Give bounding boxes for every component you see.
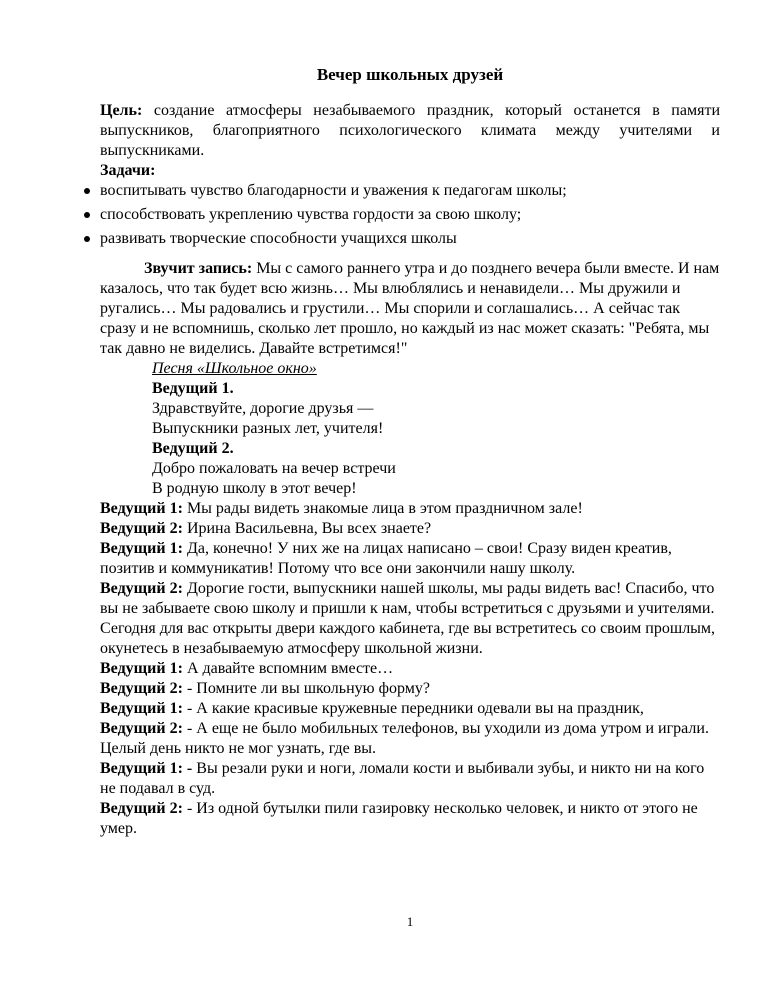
- speaker-label: Ведущий 2:: [100, 800, 183, 817]
- paragraph-text: - Помните ли вы школьную форму?: [182, 680, 430, 697]
- paragraph: [100, 659, 720, 679]
- list-item: [100, 205, 720, 225]
- speaker-label: Ведущий 1:: [100, 540, 183, 557]
- speaker-label: Ведущий 2:: [100, 580, 183, 597]
- speaker-label: Ведущий 1:: [100, 660, 183, 677]
- speaker-label: Ведущий 2:: [100, 680, 183, 697]
- paragraph: [100, 101, 720, 161]
- speaker-label: Ведущий 2:: [100, 720, 183, 737]
- paragraph: [100, 161, 720, 181]
- paragraph: [100, 699, 720, 719]
- paragraph: [100, 499, 720, 519]
- paragraph-text: создание атмосферы незабываемого праздник, который останется в памяти выпускников, благоприятного психологического климата между учителями и выпускниками.: [100, 102, 720, 159]
- paragraph: [100, 519, 720, 539]
- paragraph: [100, 719, 720, 759]
- song-caption: Песня «Школьное окно»: [152, 360, 317, 377]
- speaker-label: Задачи:: [100, 162, 156, 179]
- paragraph: [100, 259, 720, 359]
- paragraph-text: Ирина Васильевна, Вы всех знаете?: [182, 520, 432, 537]
- paragraph-text: В родную школу в этот вечер!: [152, 480, 357, 497]
- document-body: [100, 101, 720, 839]
- paragraph: [152, 359, 720, 379]
- paragraph: [152, 379, 720, 399]
- paragraph: [100, 579, 720, 659]
- paragraph-text: Дорогие гости, выпускники нашей школы, мы рады видеть вас! Спасибо, что вы не забываете свою школу и пришли к нам, чтобы встретиться с друзьями и учителями. Сегодня для вас открыты двери каждого кабинета, где вы встретитесь со своим прошлым, окунетесь в незабываемую атмосферу школьной жизни.: [100, 580, 716, 657]
- page-number: 1: [406, 914, 414, 929]
- paragraph: [100, 799, 720, 839]
- paragraph: [152, 459, 720, 479]
- bullet-icon: [84, 212, 90, 218]
- paragraph-text: Мы с самого раннего утра и до позднего вечера были вместе. И нам казалось, что так будет всю жизнь… Мы влюблялись и ненавидели… Мы дружили и ругались… Мы радовались и грустили… Мы спорили и соглашались… А сейчас так сразу и не вспомнишь, сколько лет прошло, но каждый из нас может сказать: "Ребята, мы так давно не виделись. Давайте встретимся!": [100, 260, 720, 357]
- list-item-text: способствовать укреплению чувства гордости за свою школу;: [100, 206, 522, 223]
- paragraph: [152, 419, 720, 439]
- speaker-label: Ведущий 2:: [100, 520, 183, 537]
- paragraph: [100, 679, 720, 699]
- paragraph: [152, 479, 720, 499]
- paragraph-text: Вы резали руки и ноги, ломали кости и выбивали зубы, и никто ни на кого не подавал в суд.: [100, 760, 705, 797]
- paragraph-text: А давайте вспомним вместе…: [182, 660, 394, 677]
- paragraph: [100, 759, 720, 799]
- paragraph-text: Здравствуйте, дорогие друзья —: [152, 400, 374, 417]
- speaker-label: Ведущий 1.: [152, 380, 234, 397]
- speaker-label: Звучит запись:: [144, 260, 253, 277]
- paragraph-text: Добро пожаловать на вечер встречи: [152, 460, 396, 477]
- paragraph-text: Выпускники разных лет, учителя!: [152, 420, 384, 437]
- paragraph-text: Да, конечно! У них же на лицах написано – свои! Сразу виден креатив, позитив и коммуникатив! Потому что все они закончили нашу школу.: [100, 540, 672, 577]
- paragraph-text: - Из одной бутылки пили газировку несколько человек, и никто от этого не умер.: [100, 800, 698, 837]
- document-title: Вечер школьных друзей: [316, 65, 504, 84]
- speaker-label: Цель:: [100, 102, 143, 119]
- bullet-list: [100, 181, 720, 249]
- paragraph-text: - А какие красивые кружевные передники одевали вы на праздник,: [182, 700, 644, 717]
- speaker-label: Ведущий 2.: [152, 440, 234, 457]
- list-item: [100, 181, 720, 201]
- bullet-icon: [84, 236, 90, 242]
- list-item: [100, 229, 720, 249]
- paragraph-text: Мы рады видеть знакомые лица в этом праздничном зале!: [182, 500, 583, 517]
- speaker-label: Ведущий 1: -: [100, 760, 193, 777]
- list-item-text: развивать творческие способности учащихся школы: [100, 230, 457, 247]
- speaker-label: Ведущий 1:: [100, 500, 183, 517]
- paragraph: [100, 539, 720, 579]
- speaker-label: Ведущий 1:: [100, 700, 183, 717]
- paragraph-text: - А еще не было мобильных телефонов, вы уходили из дома утром и играли. Целый день никто не мог узнать, где вы.: [100, 720, 709, 757]
- bullet-icon: [84, 188, 90, 194]
- list-item-text: воспитывать чувство благодарности и уважения к педагогам школы;: [100, 182, 567, 199]
- paragraph: [152, 439, 720, 459]
- paragraph: [152, 399, 720, 419]
